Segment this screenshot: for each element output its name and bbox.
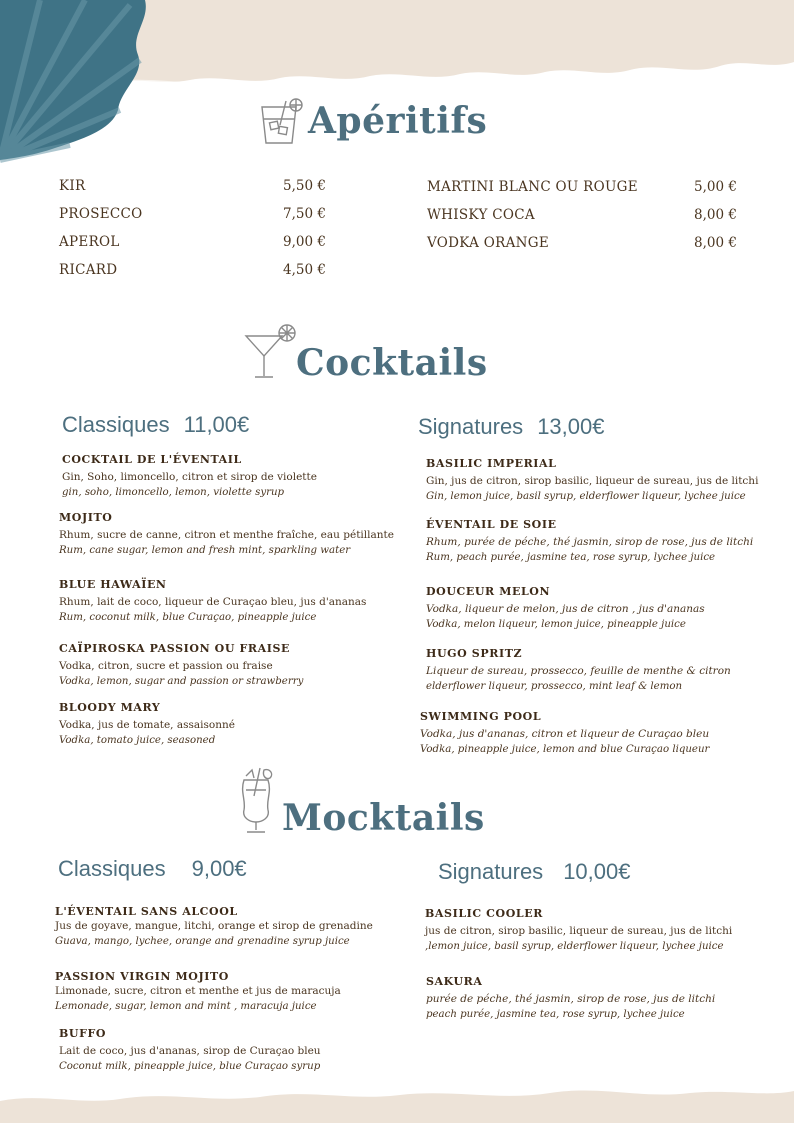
drink-description-en: ,lemon juice, basil syrup, elderflower liqueur, lychee juice	[425, 941, 724, 952]
aperitif-price: 4,50 €	[283, 262, 326, 278]
menu-item	[425, 907, 732, 955]
drink-name: BLOODY MARY	[59, 701, 161, 714]
subsection-label: Signatures	[438, 859, 544, 884]
menu-item	[59, 701, 235, 749]
drink-name: MOJITO	[59, 511, 113, 524]
drink-name: BASILIC COOLER	[425, 907, 543, 920]
menu-item	[55, 905, 373, 950]
aperitif-price: 5,00 €	[694, 179, 737, 195]
drink-description-en: elderflower liqueur, prossecco, mint leaf & lemon	[426, 681, 683, 692]
menu-item	[59, 642, 303, 690]
cocktails-title: Cocktails	[296, 342, 488, 384]
drink-description-fr: Gin, Soho, limoncello, citron et sirop de violette	[62, 471, 317, 483]
drink-description-en: Gin, lemon juice, basil syrup, elderflower liqueur, lychee juice	[426, 491, 746, 502]
aperitif-name: VODKA ORANGE	[427, 235, 550, 251]
aperitif-name: APEROL	[59, 234, 120, 250]
cocktails-classiques-header	[62, 412, 249, 438]
drink-description-fr: purée de péche, thé jasmin, sirop de rose, jus de litchi	[426, 993, 716, 1005]
drink-name: L'ÉVENTAIL SANS ALCOOL	[55, 905, 238, 918]
mocktails-classiques-header	[58, 856, 247, 882]
aperitif-price: 9,00 €	[283, 234, 326, 250]
drink-description-en: Rum, peach purée, jasmine tea, rose syrup, lychee juice	[426, 552, 716, 563]
aperitif-price: 5,50 €	[283, 178, 326, 194]
drink-description-fr: Liqueur de sureau, prossecco, feuille de menthe & citron	[426, 665, 731, 677]
menu-item	[62, 453, 317, 501]
drink-description-fr: Vodka, jus de tomate, assaisonné	[59, 719, 235, 731]
glass-icon	[256, 97, 306, 147]
drink-description-en: Coconut milk, pineapple juice, blue Curaçao syrup	[59, 1061, 321, 1072]
drink-name: BASILIC IMPERIAL	[426, 457, 557, 470]
drink-description-fr: Vodka, citron, sucre et passion ou fraise	[59, 660, 273, 672]
menu-item	[426, 975, 715, 1023]
aperitif-name: RICARD	[59, 262, 118, 278]
menu-item	[55, 970, 341, 1015]
drink-name: DOUCEUR MELON	[426, 585, 551, 598]
drink-description-en: Vodka, pineapple juice, lemon and blue Curaçao liqueur	[420, 744, 710, 755]
drink-description-fr: Rhum, purée de péche, thé jasmin, sirop de rose, jus de litchi	[426, 536, 754, 548]
drink-description-en: gin, soho, limoncello, lemon, violette syrup	[62, 487, 285, 498]
drink-name: PASSION VIRGIN MOJITO	[55, 970, 229, 983]
drink-name: BLUE HAWAÏEN	[59, 578, 167, 591]
aperitif-price: 8,00 €	[694, 207, 737, 223]
drink-description-en: peach purée, jasmine tea, rose syrup, lychee juice	[426, 1009, 685, 1020]
mocktails-title: Mocktails	[282, 797, 485, 839]
aperitif-name: WHISKY COCA	[427, 207, 535, 223]
aperitif-name: MARTINI BLANC OU ROUGE	[427, 179, 638, 195]
cocktails-signatures-header	[418, 414, 604, 440]
mocktails-signatures-header	[438, 859, 630, 885]
drink-name: SWIMMING POOL	[420, 710, 542, 723]
drink-name: SAKURA	[426, 975, 483, 988]
drink-description-fr: jus de citron, sirop basilic, liqueur de sureau, jus de litchi	[425, 925, 733, 937]
drink-description-fr: Gin, jus de citron, sirop basilic, liqueur de sureau, jus de litchi	[426, 475, 759, 487]
menu-item	[426, 457, 758, 505]
subsection-price: 10,00€	[563, 859, 631, 884]
aperitif-price: 7,50 €	[283, 206, 326, 222]
drink-description-en: Rum, coconut milk, blue Curaçao, pineapple juice	[59, 612, 317, 623]
aperitif-name: PROSECCO	[59, 206, 143, 222]
drink-description-fr: Rhum, lait de coco, liqueur de Curaçao bleu, jus d'ananas	[59, 596, 367, 608]
subsection-label: Classiques	[58, 856, 166, 881]
drink-name: BUFFO	[59, 1027, 107, 1040]
drink-description-en: Rum, cane sugar, lemon and fresh mint, sparkling water	[59, 545, 351, 556]
martini-icon	[244, 322, 298, 380]
drink-description-en: Vodka, lemon, sugar and passion or strawberry	[59, 676, 304, 687]
fan-icon	[0, 0, 160, 165]
drink-description-fr: Lait de coco, jus d'ananas, sirop de Curaçao bleu	[59, 1045, 321, 1057]
drink-description-fr: Rhum, sucre de canne, citron et menthe fraîche, eau pétillante	[59, 529, 394, 541]
menu-item	[420, 710, 709, 758]
drink-description-fr: Vodka, liqueur de melon, jus de citron , jus d'ananas	[426, 603, 705, 615]
subsection-label: Classiques	[62, 412, 170, 437]
subsection-price: 11,00€	[183, 412, 250, 437]
drink-name: CAÏPIROSKA PASSION OU FRAISE	[59, 642, 291, 655]
menu-item	[426, 647, 731, 695]
drink-description-fr: Jus de goyave, mangue, litchi, orange et sirop de grenadine	[55, 920, 373, 932]
menu-item	[59, 511, 394, 559]
drink-description-en: Vodka, melon liqueur, lemon juice, pineapple juice	[426, 619, 686, 630]
subsection-price: 9,00€	[191, 856, 247, 881]
menu-item	[59, 578, 366, 626]
menu-item	[426, 518, 753, 566]
subsection-price: 13,00€	[537, 414, 605, 439]
aperitif-price: 8,00 €	[694, 235, 737, 251]
drink-description-fr: Vodka, jus d'ananas, citron et liqueur de Curaçao bleu	[420, 728, 710, 740]
drink-description-en: Guava, mango, lychee, orange and grenadine syrup juice	[55, 936, 350, 947]
drink-name: HUGO SPRITZ	[426, 647, 523, 660]
hurricane-glass-icon	[236, 766, 276, 836]
drink-description-en: Lemonade, sugar, lemon and mint , maracuja juice	[55, 1001, 317, 1012]
aperitifs-title: Apéritifs	[308, 100, 488, 142]
menu-item	[59, 1027, 321, 1075]
subsection-label: Signatures	[418, 414, 524, 439]
drink-name: ÉVENTAIL DE SOIE	[426, 518, 557, 531]
aperitif-name: KIR	[59, 178, 86, 194]
drink-description-fr: Limonade, sucre, citron et menthe et jus de maracuja	[55, 985, 341, 997]
drink-description-en: Vodka, tomato juice, seasoned	[59, 735, 216, 746]
menu-item	[426, 585, 705, 633]
drink-name: COCKTAIL DE L'ÉVENTAIL	[62, 453, 242, 466]
